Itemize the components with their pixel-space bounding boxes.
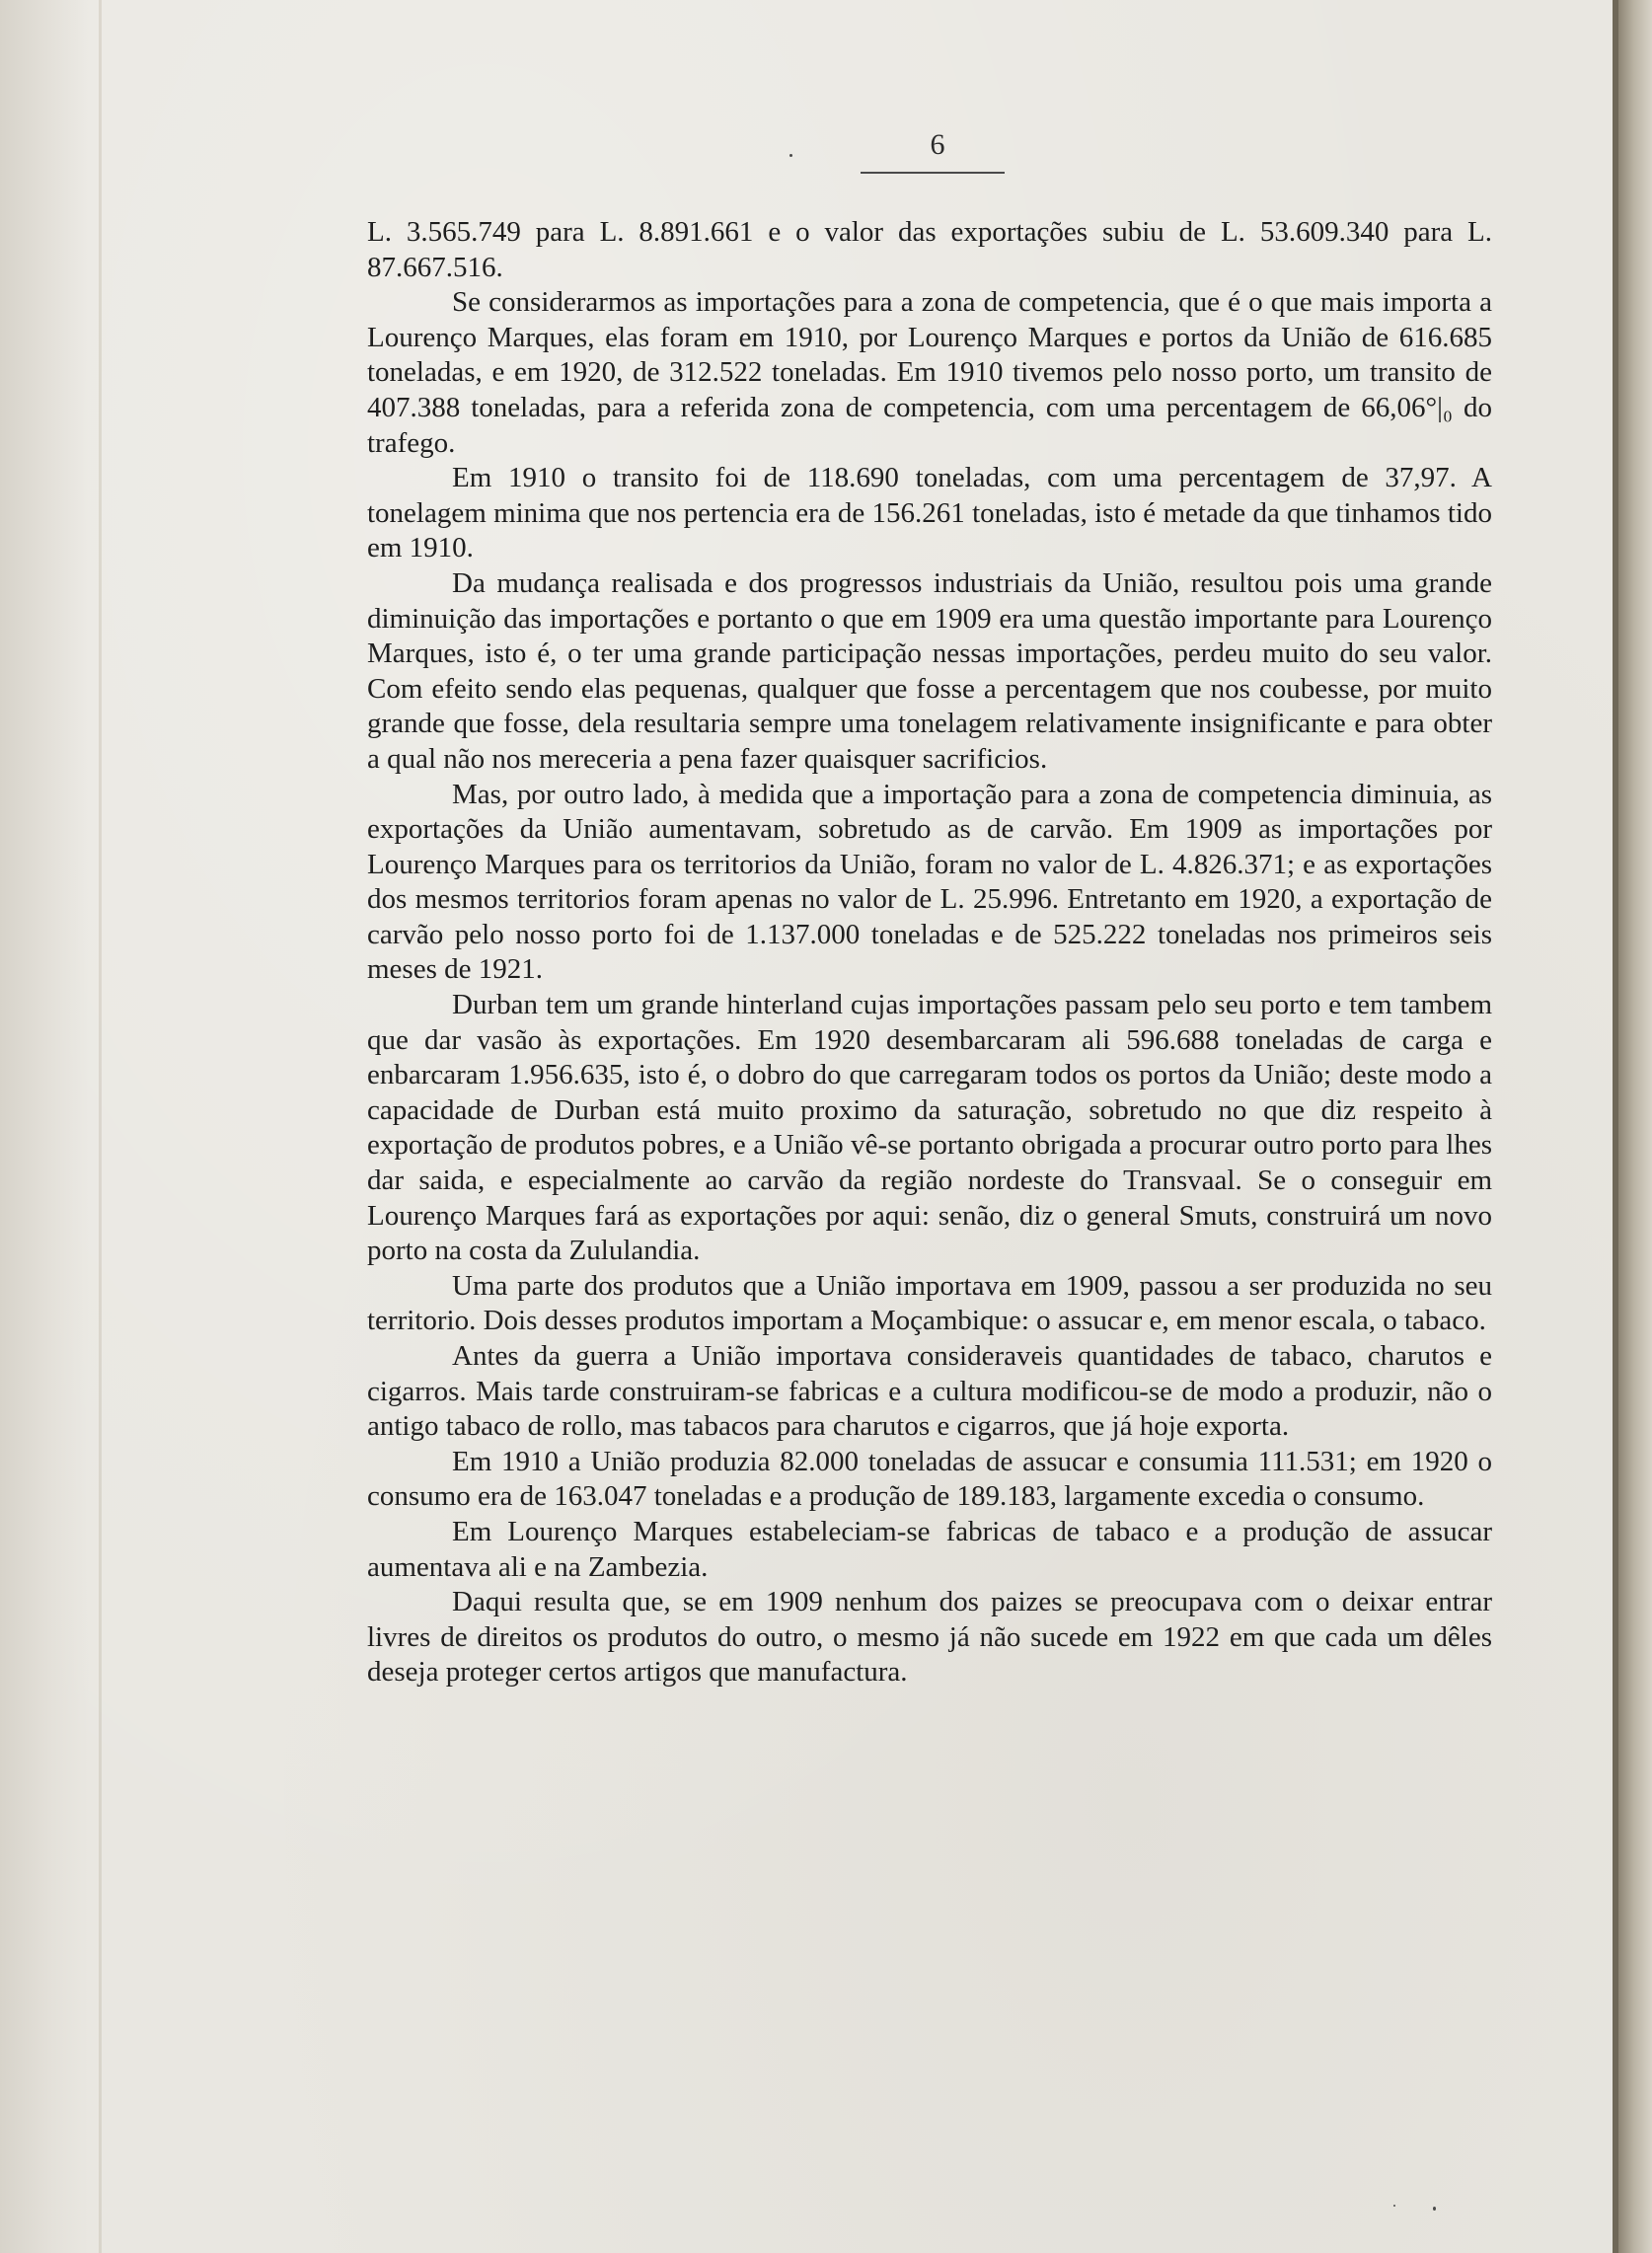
paragraph-2: Se considerarmos as importações para a zona de competencia, que é o que mais importa a Lourenço Marques, elas foram em 1910, por Lourenço Marques e portos da União de 616.685 toneladas, e em 1920, de 312.522 toneladas. Em 1910 tivemos pelo nosso porto, um transito de 407.388 toneladas, para a referida zona de competencia, com uma percentagem de 66,06°|₀ do trafego. [367,286,1492,459]
paragraph-11: Daqui resulta que, se em 1909 nenhum dos paizes se preocupava com o deixar entrar livres de direitos os produtos do outro, o mesmo já não sucede em 1922 em que cada um dêles deseja proteger certos artigos que manufactura. [367,1586,1492,1689]
page-number: 6 [930,128,945,161]
body-text [367,215,1492,1690]
paragraph-3: Em 1910 o transito foi de 118.690 toneladas, com uma percentagem de 37,97. A tonelagem minima que nos pertencia era de 156.261 toneladas, isto é metade da que tinhamos tido em 1910. [367,462,1492,564]
page-left-edge [0,0,89,2253]
paragraph-4: Da mudança realisada e dos progressos industriais da União, resultou pois uma grande diminuição das importações e portanto o que em 1909 era uma questão importante para Lourenço Marques, isto é, o ter uma grande participação nessas importações, perdeu muito do seu valor. Com efeito sendo elas pequenas, qualquer que fosse a percentagem que nos coubesse, por muito grande que fosse, dela resultaria sempre uma tonelagem relativamente insignificante e para obter a qual não nos mereceria a pena fazer quaisquer sacrificios. [367,566,1492,775]
paper-speck [1433,2207,1436,2211]
binding-shadow [1618,0,1652,2253]
paragraph-10: Em Lourenço Marques estabeleciam-se fabricas de tabaco e a produção de assucar aumentava ali e na Zambezia. [367,1515,1492,1583]
paragraph-9: Em 1910 a União produzia 82.000 toneladas de assucar e consumia 111.531; em 1920 o consumo era de 163.047 toneladas e a produção de 189.183, largamente excedia o consumo. [367,1445,1492,1513]
paragraph-7: Uma parte dos produtos que a União importava em 1909, passou a ser produzida no seu territorio. Dois desses produtos importam a Moçambique: o assucar e, em menor escala, o tabaco. [367,1269,1492,1337]
paragraph-6: Durban tem um grande hinterland cujas importações passam pelo seu porto e tem tambem que dar vasão às exportações. Em 1920 desembarcaram ali 596.688 toneladas de carga e enbarcaram 1.956.635, isto é, o dobro do que carregaram todos os portos da União; deste modo a capacidade de Durban está muito proximo da saturação, sobretudo no que diz respeito à exportação de produtos pobres, e a União vê-se portanto obrigada a procurar outro porto para lhes dar saida, e especialmente ao carvão da região nordeste do Transvaal. Se o conseguir em Lourenço Marques fará as exportações por aqui: senão, diz o general Smuts, construirá um novo porto na costa da Zululandia. [367,989,1492,1267]
paper-speck [1393,2205,1395,2207]
page-fold-line [99,0,102,2253]
paper-speck [789,154,792,157]
page-number-rule [861,172,1005,174]
paragraph-8: Antes da guerra a União importava consideraveis quantidades de tabaco, charutos e cigarros. Mais tarde construiram-se fabricas e a cultura modificou-se de modo a produzir, não o antigo tabaco de rollo, mas tabacos para charutos e cigarros, que já hoje exporta. [367,1340,1492,1443]
paragraph-1: L. 3.565.749 para L. 8.891.661 e o valor das exportações subiu de L. 53.609.340 para L. 87.667.516. [367,216,1492,283]
paragraph-5: Mas, por outro lado, à medida que a importação para a zona de competencia diminuia, as exportações da União aumentavam, sobretudo as de carvão. Em 1909 as importações por Lourenço Marques para os territorios da União, foram no valor de L. 4.826.371; e as exportações dos mesmos territorios foram apenas no valor de L. 25.996. Entretanto em 1920, a exportação de carvão pelo nosso porto foi de 1.137.000 toneladas e de 525.222 toneladas nos primeiros seis meses de 1921. [367,778,1492,986]
